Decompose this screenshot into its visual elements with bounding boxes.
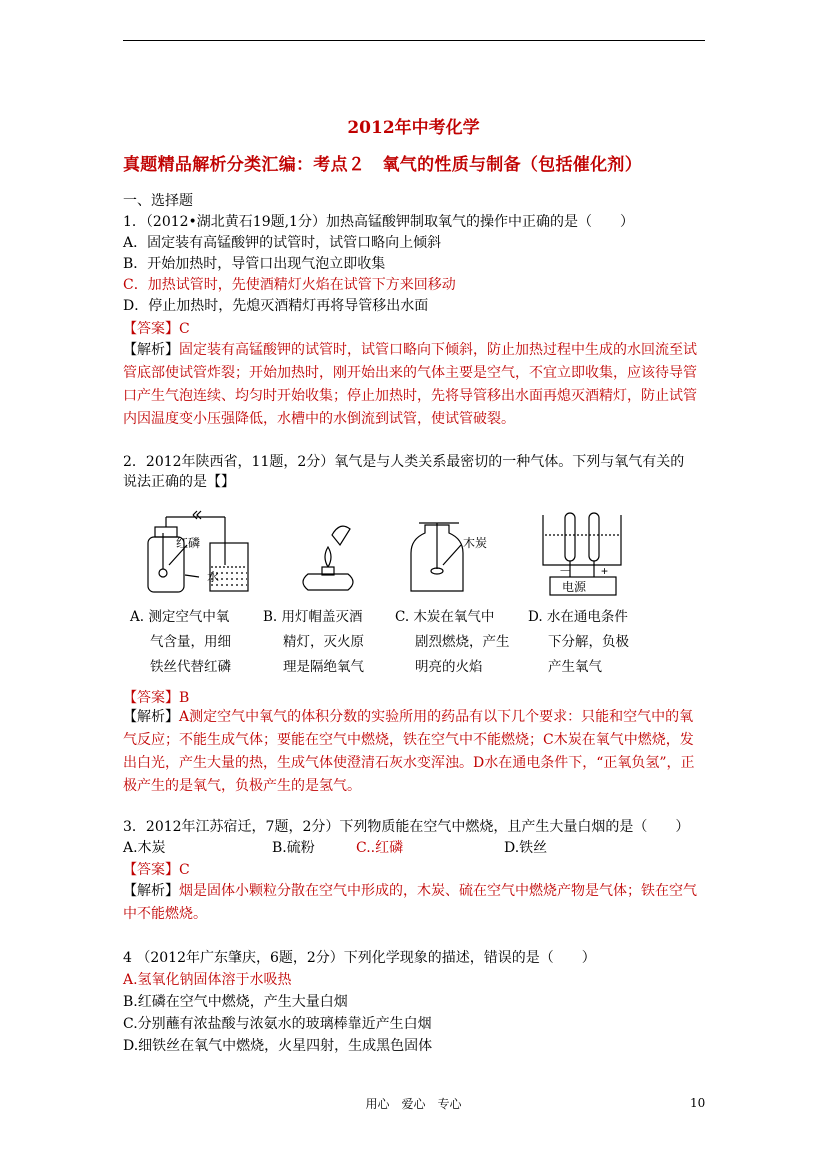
caption-b-line1: B. 用灯帽盖灭酒 — [263, 609, 363, 625]
q1-analysis-label: 【解析】 — [123, 342, 179, 358]
bottle-a-neck — [155, 527, 177, 537]
q2-analysis — [123, 706, 707, 798]
label-charcoal: 木炭 — [463, 536, 488, 550]
q3-option-a: A.木炭 — [123, 840, 166, 856]
page-subtitle: 真题精品解析分类汇编：考点２ 氧气的性质与制备（包括催化剂） — [123, 155, 642, 175]
q2-stem-line1: 2．2012年陕西省，11题，2分）氧气是与人类关系最密切的一种气体。下列与氧气有关的 — [123, 454, 685, 470]
caption-d-line3: 产生氧气 — [548, 659, 602, 675]
header-rule — [123, 40, 705, 41]
caption-d-line1: D. 水在通电条件 — [528, 609, 628, 625]
apparatus-b — [303, 526, 353, 590]
caption-c-line2: 剧烈燃烧，产生 — [415, 634, 510, 650]
q2-stem-line2: 说法正确的是【】 — [123, 474, 235, 490]
caption-a-line1: A. 测定空气中氧 — [130, 609, 230, 625]
caption-c-line3: 明亮的火焰 — [415, 659, 483, 675]
q3-answer: 【答案】C — [123, 862, 190, 878]
lamp-body — [303, 574, 353, 590]
label-plus: + — [601, 564, 609, 578]
page-footer: 用心 爱心 专心 — [365, 1097, 462, 1111]
label-red-phosphorus: 红磷 — [176, 536, 201, 550]
caption-c-line1: C. 木炭在氧气中 — [395, 609, 495, 625]
q4-option-a: A.氢氧化钠固体溶于水吸热 — [123, 972, 292, 988]
q1-answer: 【答案】C — [123, 321, 190, 337]
clamp-a — [193, 511, 201, 519]
q2-analysis-label: 【解析】 — [123, 709, 179, 725]
q2-caption-b — [263, 605, 403, 680]
q3-option-c: C..红磷 — [356, 840, 404, 856]
q1-analysis — [123, 339, 707, 431]
label-power: 电源 — [562, 580, 587, 594]
q1-analysis-text: 固定装有高锰酸钾的试管时，试管口略向下倾斜，防止加热过程中生成的水回流至试管底部使试管炸裂；开始加热时，刚开始出来的气体主要是空气，不宜立即收集，应该待导管口产生气泡连续、均匀时开始收集；停止加热时，先将导管移出水面再熄灭酒精灯，防止试管内因温度变小压强降低，水槽中的水倒流到试管，使试管破裂。 — [123, 342, 697, 427]
tube-d-left — [565, 513, 575, 561]
q4-stem: 4 （2012年广东肇庆，6题，2分）下列化学现象的描述，错误的是（ ） — [123, 950, 596, 966]
q3-analysis — [123, 880, 707, 926]
lamp-cap — [332, 526, 350, 545]
label-water: 水 — [207, 570, 220, 584]
page-title: 2012年中考化学 — [347, 118, 480, 138]
q1-option-c: C．加热试管时，先使酒精灯火焰在试管下方来回移动 — [123, 277, 456, 293]
lamp-flame — [325, 547, 331, 567]
caption-a-line2: 气含量，用细 — [150, 634, 231, 650]
q2-caption-d — [528, 605, 668, 680]
q3-stem: 3．2012年江苏宿迁，7题，2分）下列物质能在空气中燃烧，且产生大量白烟的是（ ） — [123, 819, 690, 835]
caption-d-line2: 下分解，负极 — [548, 634, 629, 650]
label-line-charcoal — [443, 545, 461, 565]
q3-analysis-text: 烟是固体小颗粒分散在空气中形成的，木炭、硫在空气中燃烧产物是气体；铁在空气中不能燃烧。 — [123, 883, 697, 922]
q3-analysis-label: 【解析】 — [123, 883, 179, 899]
q1-option-b: B．开始加热时，导管口出现气泡立即收集 — [123, 256, 386, 272]
q2-analysis-text: A测定空气中氧气的体积分数的实验所用的药品有以下几个要求：只能和空气中的氧气反应；不能生成气体；要能在空气中燃烧，铁在空气中不能燃烧；C木炭在氧气中燃烧，发出白光，产生大量的热，生成气体使澄清石灰水变浑浊。D水在通电条件下，“正氧负氢”，正极产生的是氧气，负极产生的是氢气。 — [123, 709, 695, 794]
q2-apparatus-illustration — [125, 505, 705, 605]
tube-d-right — [589, 513, 599, 561]
section-heading: 一、选择题 — [123, 193, 193, 209]
spoon-a — [159, 569, 167, 577]
page-number: 10 — [690, 1096, 706, 1110]
q1-option-d: D．停止加热时，先熄灭酒精灯再将导管移出水面 — [123, 298, 429, 314]
q1-option-a: A．固定装有高锰酸钾的试管时，试管口略向上倾斜 — [123, 235, 442, 251]
caption-a-line3: 铁丝代替红磷 — [150, 659, 231, 675]
q3-option-b: B.硫粉 — [272, 840, 315, 856]
apparatus-a — [148, 511, 248, 592]
label-line-water — [185, 575, 199, 577]
q2-answer: 【答案】B — [123, 690, 190, 706]
q4-option-c: C.分别蘸有浓盐酸与浓氨水的玻璃棒靠近产生白烟 — [123, 1016, 432, 1032]
q4-option-d: D.细铁丝在氧气中燃烧，火星四射，生成黑色固体 — [123, 1038, 433, 1054]
caption-b-line2: 精灯，灭火原 — [283, 634, 364, 650]
label-minus: － — [559, 564, 572, 578]
q2-caption-c — [395, 605, 535, 680]
q3-option-d: D.铁丝 — [504, 840, 548, 856]
apparatus-c — [411, 523, 463, 591]
tank-d — [543, 515, 621, 565]
caption-b-line3: 理是隔绝氧气 — [283, 659, 364, 675]
q4-option-b: B.红磷在空气中燃烧，产生大量白烟 — [123, 994, 348, 1010]
q2-caption-a — [130, 605, 270, 680]
q1-stem: 1．（2012•湖北黄石19题,1分）加热高锰酸钾制取氧气的操作中正确的是（ ） — [123, 214, 634, 230]
